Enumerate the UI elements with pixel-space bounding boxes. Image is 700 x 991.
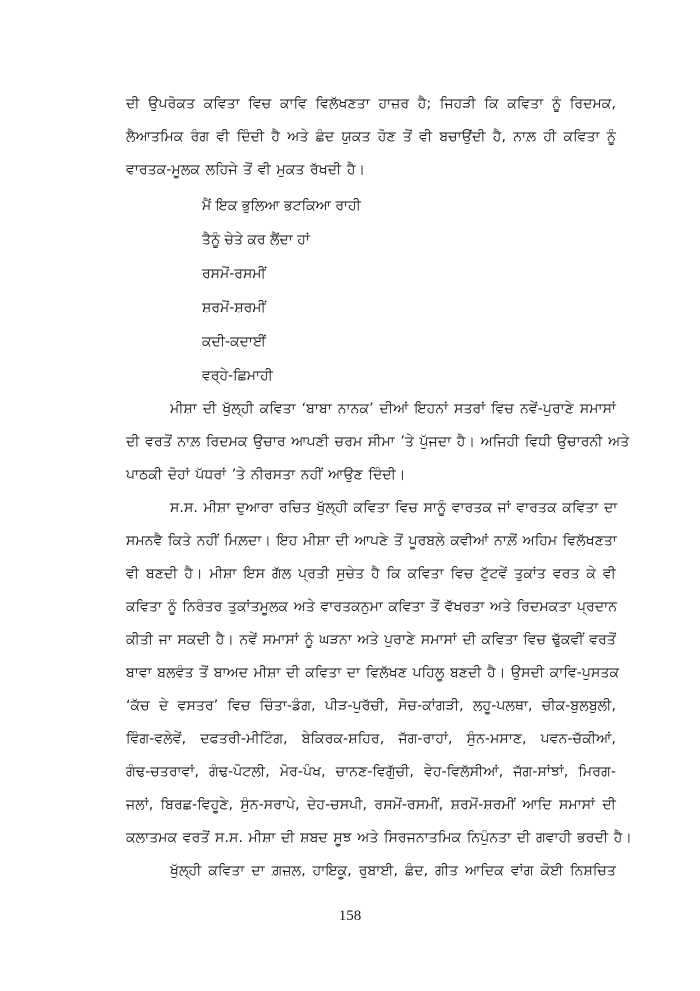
text-line: ਕਲਾਤਮਕ ਵਰਤੋਂ ਸ.ਸ. ਮੀਸ਼ਾ ਦੀ ਸ਼ਬਦ ਸੂਝ ਅਤੇ ਸਿਰਜਨਾਤਮਿਕ ਨਿਪੁੰਨਤਾ ਦੀ ਗਵਾਹੀ ਭਰਦੀ ਹੈ।: [126, 830, 632, 846]
poem-line: ਮੈਂ ਇਕ ਭੁਲਿਆ ਭਟਕਿਆ ਰਾਹੀ: [202, 198, 361, 214]
poem-line: ਰਸਮੋਂ-ਰਸਮੀਂ: [202, 266, 266, 282]
text-line: ‘ਕੱਚ ਦੇ ਵਸਤਰ’ ਵਿਚ ਚਿੰਤਾ-ਡੰਗ, ਪੀੜ-ਪੁਰੱਚੀ, ਸੋਚ-ਕਾਂਗੜੀ, ਲਹੂ-ਪਲਥਾ, ਚੀਕ-ਬੁਲਬੁਲੀ,: [126, 698, 616, 714]
text-line: ਮੀਸ਼ਾ ਦੀ ਖੁੱਲ੍ਹੀ ਕਵਿਤਾ ‘ਬਾਬਾ ਨਾਨਕ’ ਦੀਆਂ ਇਹਨਾਂ ਸਤਰਾਂ ਵਿਚ ਨਵੇਂ-ਪੁਰਾਣੇ ਸਮਾਸਾਂ: [170, 401, 616, 417]
text-line: ਪਾਠਕੀ ਦੋਹਾਂ ਪੱਧਰਾਂ ’ਤੇ ਨੀਰਸਤਾ ਨਹੀਂ ਆਉਣ ਦਿੰਦੀ।: [126, 467, 406, 483]
text-line: ਸ.ਸ. ਮੀਸ਼ਾ ਦੁਆਰਾ ਰਚਿਤ ਖੁੱਲ੍ਹੀ ਕਵਿਤਾ ਵਿਚ ਸਾਨੂੰ ਵਾਰਤਕ ਜਾਂ ਵਾਰਤਕ ਕਵਿਤਾ ਦਾ: [170, 500, 618, 516]
text-line: ਬਾਵਾ ਬਲਵੰਤ ਤੋਂ ਬਾਅਦ ਮੀਸ਼ਾ ਦੀ ਕਵਿਤਾ ਦਾ ਵਿਲੱਖਣ ਪਹਿਲੂ ਬਣਦੀ ਹੈ। ਉਸਦੀ ਕਾਵਿ-ਪੁਸਤਕ: [126, 665, 620, 681]
text-line: ਦੀ ਉਪਰੋਕਤ ਕਵਿਤਾ ਵਿਚ ਕਾਵਿ ਵਿਲੱਖਣਤਾ ਹਾਜ਼ਰ ਹੈ; ਜਿਹੜੀ ਕਿ ਕਵਿਤਾ ਨੂੰ ਰਿਦਮਕ,: [126, 96, 616, 112]
paragraph-4: [126, 855, 616, 888]
text-line: ਸਮਨਵੈ ਕਿਤੇ ਨਹੀਂ ਮਿਲ਼ਦਾ। ਇਹ ਮੀਸ਼ਾ ਦੀ ਆਪਣੇ ਤੋਂ ਪੂਰਬਲੇ ਕਵੀਆਂ ਨਾਲ਼ੋਂ ਅਹਿਮ ਵਿਲੱਖਣਤਾ: [126, 533, 617, 549]
text-line: ਖੁੱਲ੍ਹੀ ਕਵਿਤਾ ਦਾ ਗ਼ਜ਼ਲ, ਹਾਇਕੂ, ਰੁਬਾਈ, ਛੰਦ, ਗੀਤ ਆਦਿਕ ਵਾਂਗ ਕੋਈ ਨਿਸ਼ਚਿਤ: [170, 863, 616, 879]
text-line: ਵਿੰਗ-ਵਲੇਵੇਂ, ਦਫਤਰੀ-ਮੀਟਿੰਗ, ਬੇਕਿਰਕ-ਸ਼ਹਿਰ, ਜੱਗ-ਰਾਹਾਂ, ਸੁੰਨ-ਮਸਾਣ, ਪਵਨ-ਚੱਕੀਆਂ,: [126, 731, 616, 747]
poem-line: ਕਦੀ-ਕਦਾਈਂ: [202, 334, 266, 350]
poem-quote: [126, 187, 616, 393]
text-line: ਕਵਿਤਾ ਨੂੰ ਨਿਰੰਤਰ ਤੁਕਾਂਤਮੂਲਕ ਅਤੇ ਵਾਰਤਕਨੁਮਾ ਕਵਿਤਾ ਤੋਂ ਵੱਖਰਤਾ ਅਤੇ ਰਿਦਮਕਤਾ ਪ੍ਰਦਾਨ: [126, 599, 618, 615]
text-line: ਵੀ ਬਣਦੀ ਹੈ। ਮੀਸ਼ਾ ਇਸ ਗੱਲ ਪ੍ਰਤੀ ਸੁਚੇਤ ਹੈ ਕਿ ਕਵਿਤਾ ਵਿਚ ਟੁੱਟਵੇਂ ਤੁਕਾਂਤ ਵਰਤ ਕੇ ਵੀ: [126, 566, 616, 582]
text-line: ਵਾਰਤਕ-ਮੂਲਕ ਲਹਿਜੇ ਤੋਂ ਵੀ ਮੁਕਤ ਰੱਖਦੀ ਹੈ।: [126, 162, 366, 178]
page-number: 158: [338, 908, 362, 924]
text-line: ਲੈਆਤਮਿਕ ਰੰਗ ਵੀ ਦਿੰਦੀ ਹੈ ਅਤੇ ਛੰਦ ਯੁਕਤ ਹੋਣ ਤੋਂ ਵੀ ਬਚਾਉਂਦੀ ਹੈ, ਨਾਲ਼ ਹੀ ਕਵਿਤਾ ਨੂੰ: [126, 129, 616, 145]
text-line: ਜਲਾਂ, ਬਿਰਛ-ਵਿਹੂਣੇ, ਸੁੰਨ-ਸਰਾਪੇ, ਦੇਹ-ਚਸਪੀ, ਰਸਮੋਂ-ਰਸਮੀਂ, ਸ਼ਰਮੋਂ-ਸ਼ਰਮੀਂ ਆਦਿ ਸਮਾਸਾਂ ਦੀ: [126, 797, 616, 813]
text-line: ਦੀ ਵਰਤੋਂ ਨਾਲ਼ ਰਿਦਮਕ ਉਚਾਰ ਆਪਣੀ ਚਰਮ ਸੀਮਾ ’ਤੇ ਪੁੱਜਦਾ ਹੈ। ਅਜਿਹੀ ਵਿਧੀ ਉਚਾਰਨੀ ਅਤੇ: [126, 434, 630, 450]
paragraph-1: [126, 88, 616, 187]
text-column: [126, 88, 632, 888]
poem-line: ਸ਼ਰਮੋਂ-ਸ਼ਰਮੀਂ: [202, 300, 266, 316]
text-line: ਗੰਢ-ਚਤਰਾਵਾਂ, ਗੰਢ-ਪੋਟਲੀ, ਮੋਰ-ਪੰਖ, ਚਾਨਣ-ਵਿਗੁੱਚੀ, ਵੇਹ-ਵਿਲੱਸੀਆਂ, ਜੱਗ-ਸਾਂਝਾਂ, ਮਿਰਗ-: [126, 764, 616, 780]
paragraph-3: [126, 492, 632, 855]
poem-line: ਤੈਨੂੰ ਚੇਤੇ ਕਰ ਲੈਂਦਾ ਹਾਂ: [202, 232, 310, 248]
text-line: ਕੀਤੀ ਜਾ ਸਕਦੀ ਹੈ। ਨਵੇਂ ਸਮਾਸਾਂ ਨੂੰ ਘੜਨਾ ਅਤੇ ਪੁਰਾਣੇ ਸਮਾਸਾਂ ਦੀ ਕਵਿਤਾ ਵਿਚ ਢੁੱਕਵੀਂ ਵਰਤੋਂ: [126, 632, 616, 648]
poem-line: ਵਰ੍ਹੇ-ਛਿਮਾਹੀ: [202, 368, 273, 384]
paragraph-2: [126, 393, 630, 492]
